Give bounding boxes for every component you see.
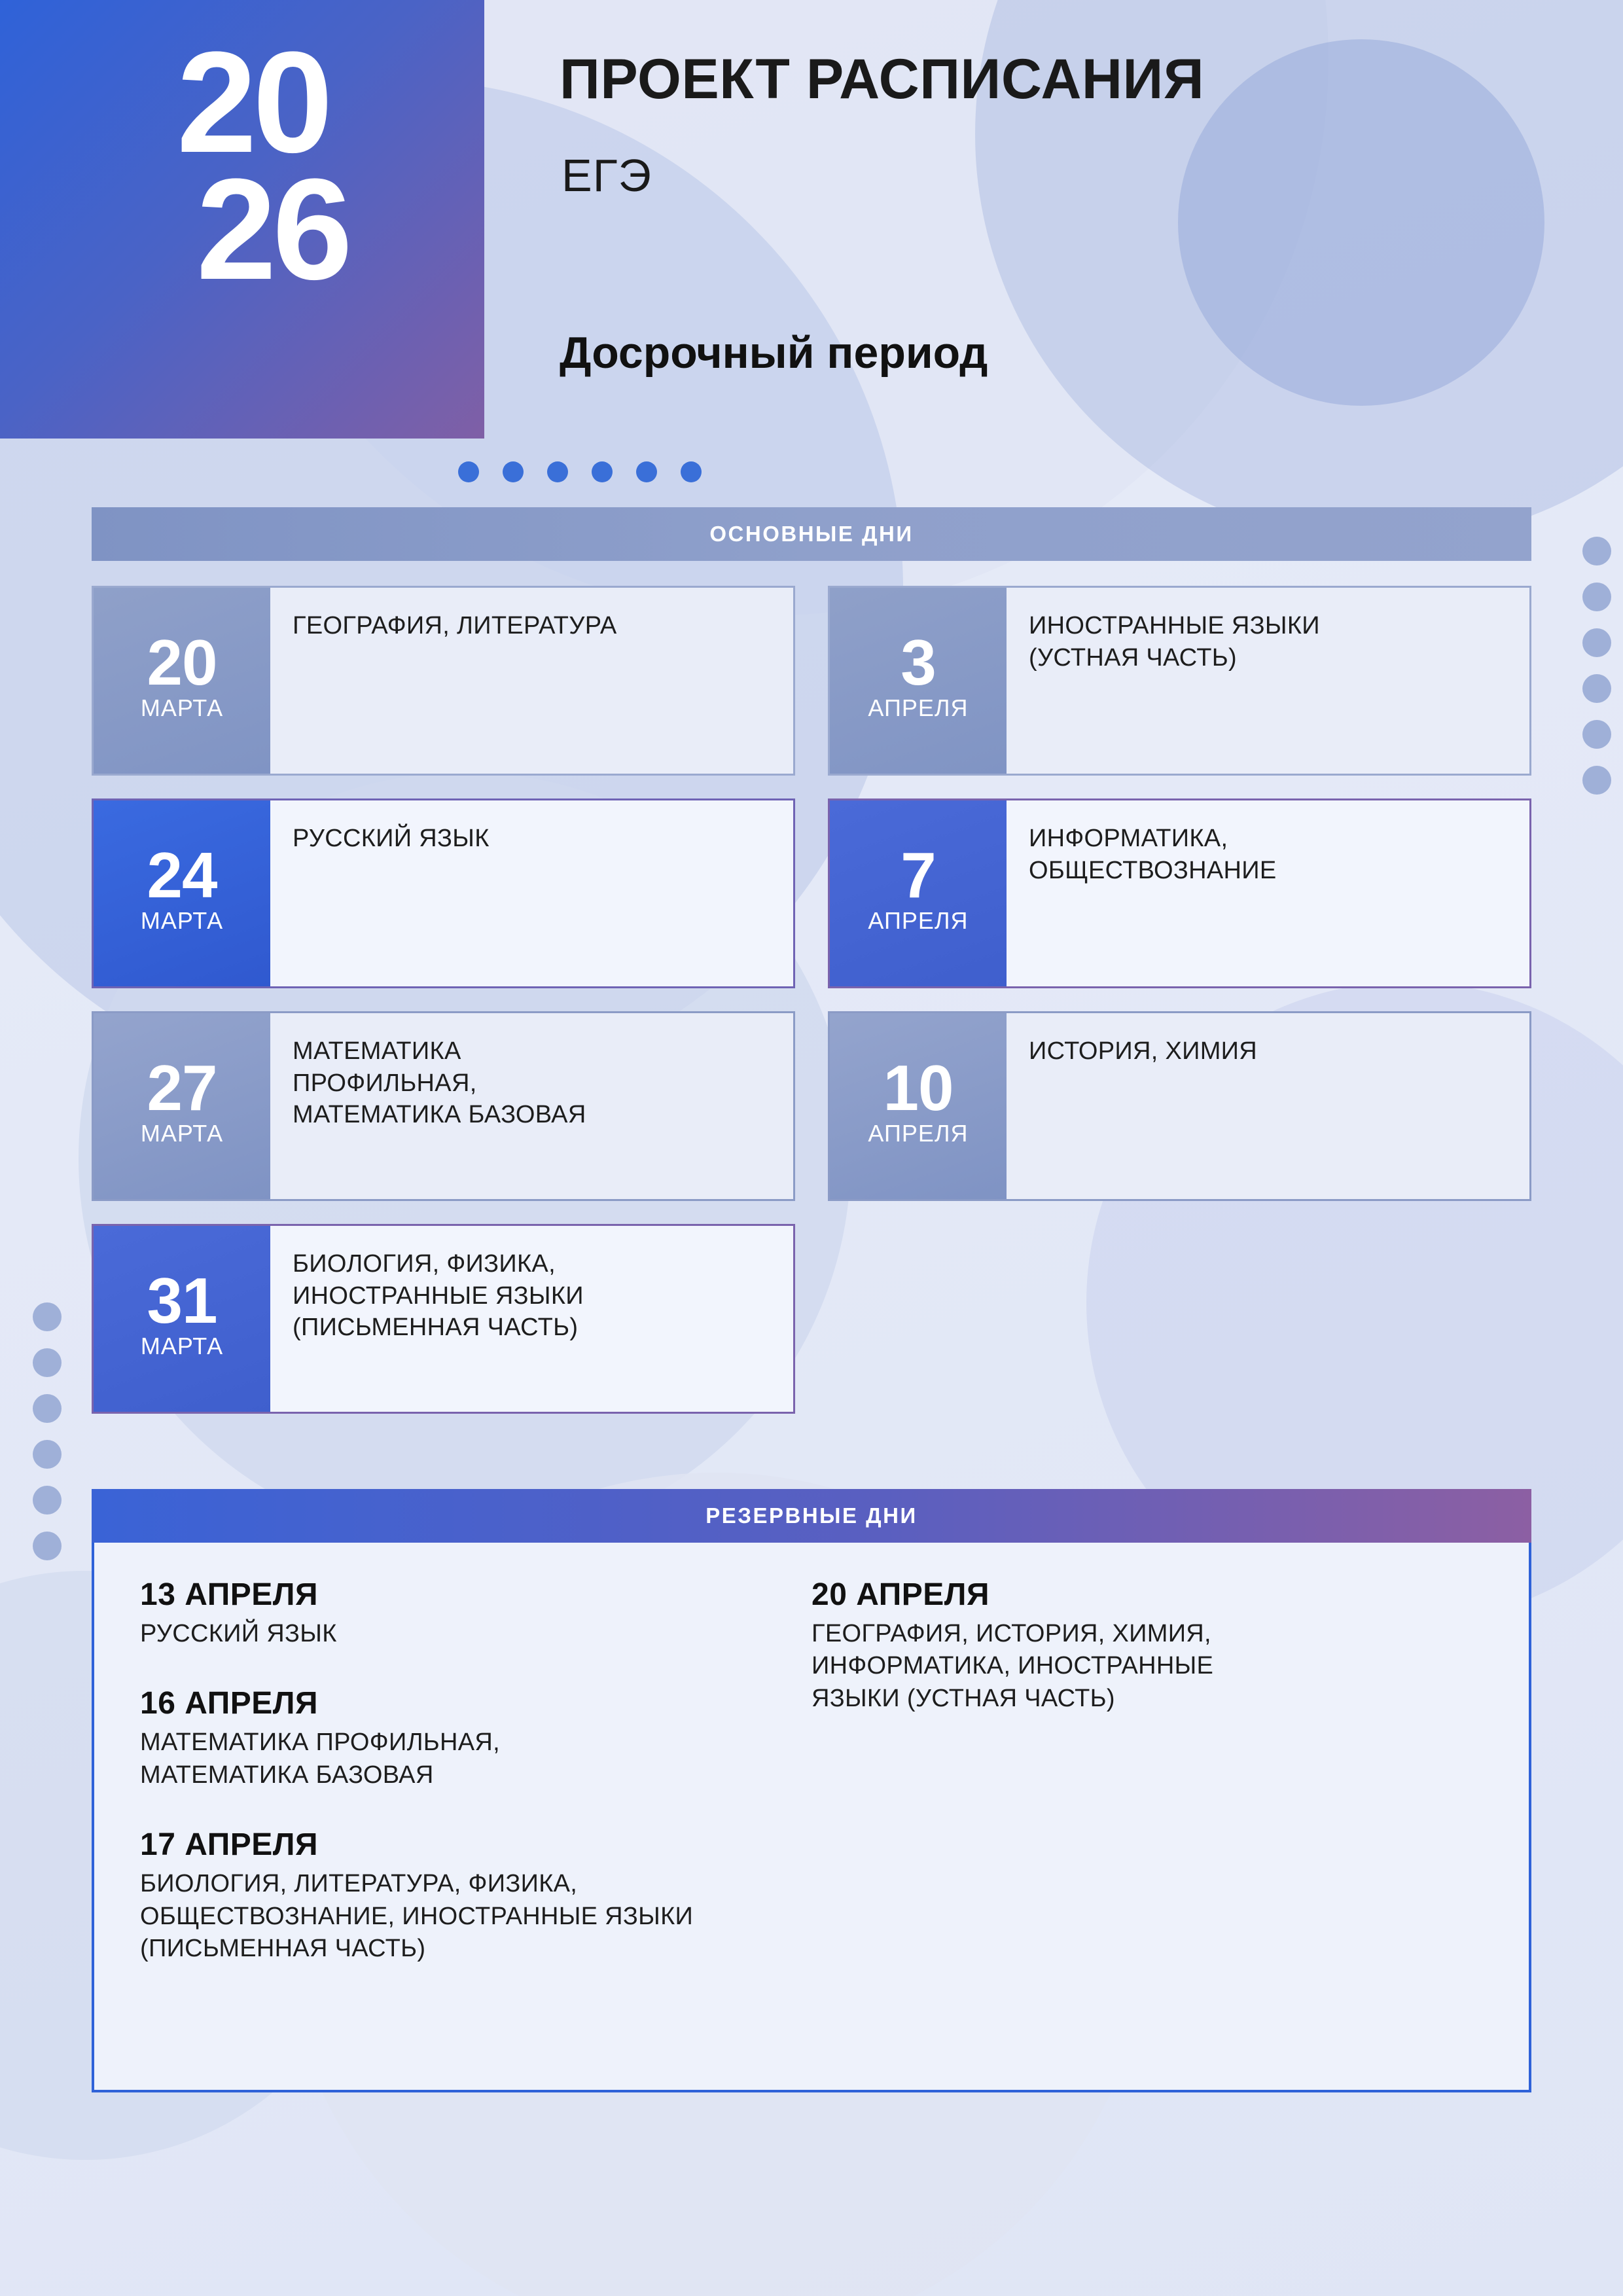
dot-icon [33,1394,62,1423]
exam-card [92,586,795,776]
reserve-subjects: РУССКИЙ ЯЗЫК [140,1620,337,1647]
reserve-item [140,1685,785,1791]
exam-month: АПРЕЛЯ [868,694,969,722]
exam-day: 20 [147,626,217,698]
period-label: Досрочный период [560,328,988,378]
dot-icon [503,461,524,482]
reserve-subjects: МАТЕМАТИКА ПРОФИЛЬНАЯ, МАТЕМАТИКА БАЗОВАЯ [140,1729,501,1789]
exam-card [92,1224,795,1414]
exam-date-box [94,800,270,986]
dot-icon [1582,766,1611,795]
exam-card [92,798,795,988]
exam-month: МАРТА [140,1333,224,1360]
exam-month: АПРЕЛЯ [868,907,969,935]
exam-subjects: ИНОСТРАННЫЕ ЯЗЫКИ (УСТНАЯ ЧАСТЬ) [1029,612,1320,672]
exam-month: МАРТА [140,907,224,935]
exam-card [92,1011,795,1201]
year-bottom: 26 [196,148,349,310]
dot-column-left-decor [33,1302,62,1560]
exam-month: МАРТА [140,694,224,722]
dot-icon [33,1348,62,1377]
exam-card [828,798,1531,988]
dot-icon [547,461,568,482]
dot-icon [592,461,613,482]
exam-date-box [830,1013,1007,1199]
decor-circle [1178,39,1544,406]
exam-day: 24 [147,838,217,911]
exam-subjects: ИНФОРМАТИКА, ОБЩЕСТВОЗНАНИЕ [1029,825,1277,884]
year-badge [177,22,349,310]
reserve-days-body [92,1543,1531,2092]
exam-day: 7 [901,838,936,911]
dot-icon [681,461,702,482]
exam-date-box [94,1013,270,1199]
exam-day: 3 [901,626,936,698]
exam-day: 10 [883,1051,954,1124]
reserve-days-band: РЕЗЕРВНЫЕ ДНИ [92,1489,1531,1543]
exam-day: 27 [147,1051,217,1124]
exam-date-box [830,800,1007,986]
dot-icon [636,461,657,482]
exam-month: АПРЕЛЯ [868,1120,969,1147]
dot-icon [33,1302,62,1331]
dot-icon [33,1486,62,1515]
page-subtitle: ЕГЭ [562,150,652,201]
dot-icon [1582,674,1611,703]
reserve-item [140,1827,785,1965]
exam-date-box [94,1226,270,1412]
dot-row-decor [458,461,702,482]
exam-date-box [94,588,270,774]
dot-icon [1582,720,1611,749]
main-days-grid [92,586,1531,1360]
exam-subjects: БИОЛОГИЯ, ФИЗИКА, ИНОСТРАННЫЕ ЯЗЫКИ (ПИСЬМЕННАЯ ЧАСТЬ) [293,1250,584,1342]
exam-card [828,1011,1531,1201]
year-top: 20 [177,22,329,183]
page-title: ПРОЕКТ РАСПИСАНИЯ [560,48,1205,111]
reserve-date: 13 АПРЕЛЯ [140,1577,318,1612]
reserve-date: 16 АПРЕЛЯ [140,1686,318,1721]
exam-subjects: ГЕОГРАФИЯ, ЛИТЕРАТУРА [293,612,617,639]
exam-subjects: РУССКИЙ ЯЗЫК [293,825,490,852]
exam-card [828,586,1531,776]
dot-icon [33,1532,62,1560]
main-days-band: ОСНОВНЫЕ ДНИ [92,507,1531,561]
dot-icon [33,1440,62,1469]
exam-subjects: ИСТОРИЯ, ХИМИЯ [1029,1037,1258,1065]
dot-icon [1582,583,1611,611]
main-days-section [92,507,1531,1360]
exam-date-box [830,588,1007,774]
exam-day: 31 [147,1264,217,1336]
reserve-column-right [812,1577,1483,2044]
dot-column-right-decor [1582,537,1611,795]
reserve-days-section [92,1489,1531,2092]
reserve-item [140,1577,785,1650]
reserve-subjects: ГЕОГРАФИЯ, ИСТОРИЯ, ХИМИЯ, ИНФОРМАТИКА, ИНОСТРАННЫЕ ЯЗЫКИ (УСТНАЯ ЧАСТЬ) [812,1620,1214,1712]
exam-month: МАРТА [140,1120,224,1147]
dot-icon [458,461,479,482]
dot-icon [1582,628,1611,657]
reserve-subjects: БИОЛОГИЯ, ЛИТЕРАТУРА, ФИЗИКА, ОБЩЕСТВОЗНАНИЕ, ИНОСТРАННЫЕ ЯЗЫКИ (ПИСЬМЕННАЯ ЧАСТЬ) [140,1870,694,1962]
reserve-date: 20 АПРЕЛЯ [812,1577,990,1612]
dot-icon [1582,537,1611,565]
reserve-column-left [140,1577,812,2044]
reserve-item [812,1577,1457,1715]
exam-subjects: МАТЕМАТИКА ПРОФИЛЬНАЯ, МАТЕМАТИКА БАЗОВАЯ [293,1037,586,1129]
reserve-date: 17 АПРЕЛЯ [140,1827,318,1863]
